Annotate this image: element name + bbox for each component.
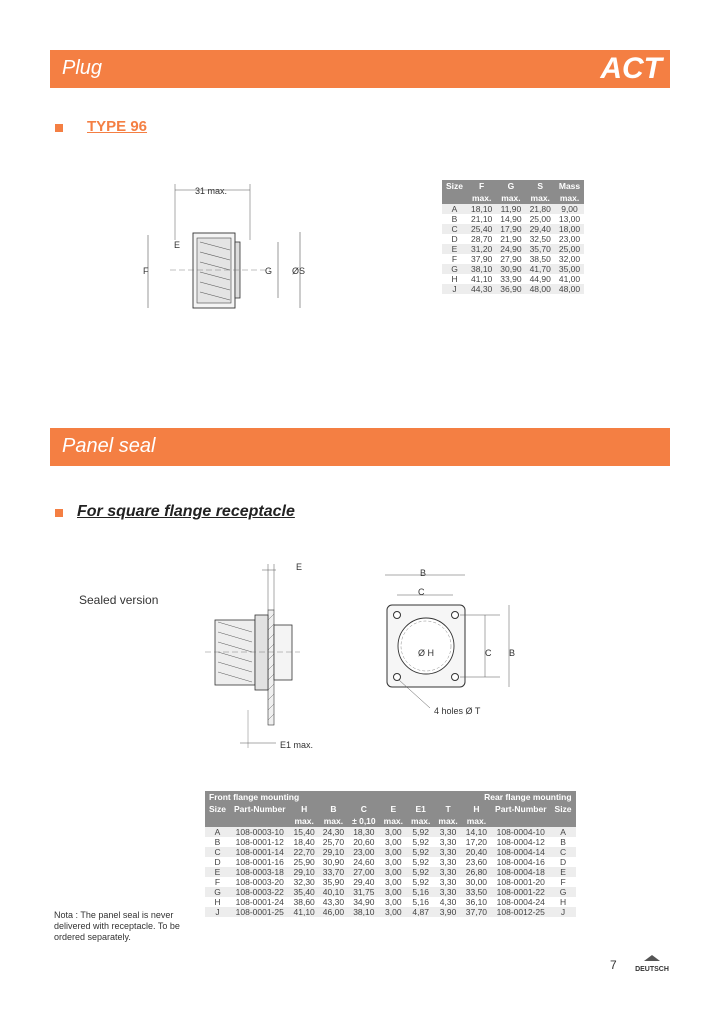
table-row xyxy=(205,907,576,917)
table-cell: 5,92 xyxy=(412,857,429,867)
table-cell: 37,90 xyxy=(471,254,493,264)
table-cell: 108-0003-18 xyxy=(230,867,289,877)
table-row xyxy=(442,214,584,224)
table-cell: 108-0001-14 xyxy=(230,847,289,857)
table-cell: 108-0003-22 xyxy=(230,887,289,897)
dim-s: ØS xyxy=(292,266,306,276)
table-cell: 14,10 xyxy=(462,827,491,837)
table-cell: 33,70 xyxy=(319,867,348,877)
sealed-version-label: Sealed version xyxy=(79,593,159,607)
table-cell: 29,40 xyxy=(353,877,375,887)
table-cell: 9,00 xyxy=(555,204,584,214)
table-cell: 33,90 xyxy=(500,274,522,284)
table-row xyxy=(205,877,576,887)
table-cell: 17,90 xyxy=(496,224,525,234)
page-number: 7 xyxy=(610,958,617,972)
table-cell: B xyxy=(451,214,458,224)
table-cell: 3,00 xyxy=(380,867,407,877)
table-cell: 11,90 xyxy=(496,204,525,214)
table-cell: 48,00 xyxy=(555,284,584,294)
table-cell: 46,00 xyxy=(319,907,348,917)
table-cell: 43,30 xyxy=(322,897,345,907)
col-subheader xyxy=(205,815,230,827)
col-subheader: max. xyxy=(434,815,461,827)
table-row xyxy=(442,234,584,244)
nota-text: Nota : The panel seal is never delivered with receptacle. To be ordered separately. xyxy=(54,910,180,942)
table-cell: 24,90 xyxy=(496,244,525,254)
table-cell: 3,30 xyxy=(434,887,461,897)
panel-seal-title: Panel seal xyxy=(62,435,156,457)
table-row xyxy=(442,274,584,284)
table-cell: 5,16 xyxy=(407,887,434,897)
col-header: Size xyxy=(205,803,230,815)
table-cell: 25,00 xyxy=(529,214,551,224)
table-cell: 3,30 xyxy=(439,837,457,847)
table-row xyxy=(442,264,584,274)
table-row xyxy=(205,887,576,897)
table-cell: 44,90 xyxy=(529,274,551,284)
table-cell: E xyxy=(442,244,467,254)
col-header: B xyxy=(319,803,348,815)
table-cell: 108-0004-12 xyxy=(496,837,545,847)
table-cell: 20,60 xyxy=(353,837,375,847)
col-subheader: max. xyxy=(462,815,491,827)
col-subheader: max. xyxy=(290,815,319,827)
table-cell: 5,92 xyxy=(407,827,434,837)
table-cell: H xyxy=(451,274,458,284)
table-cell: 38,10 xyxy=(348,907,380,917)
table-cell: 23,00 xyxy=(348,847,380,857)
bullet-square-icon xyxy=(55,124,63,132)
col-g: G xyxy=(496,180,525,192)
type96-heading: TYPE 96 xyxy=(87,118,148,135)
table-cell: B xyxy=(214,837,221,847)
col-header: H xyxy=(462,803,491,815)
col-subheader: max. xyxy=(407,815,434,827)
table-cell: 3,30 xyxy=(439,857,457,867)
table-cell: J xyxy=(442,284,467,294)
table-cell: 38,50 xyxy=(529,254,551,264)
table-cell: 37,70 xyxy=(462,907,491,917)
table-cell: 21,90 xyxy=(500,234,522,244)
table-cell: 108-0004-10 xyxy=(491,827,550,837)
dim-f: F xyxy=(143,266,149,276)
table-cell: 32,50 xyxy=(529,234,551,244)
panel-front-drawing xyxy=(375,565,525,715)
table-cell: 35,90 xyxy=(322,877,345,887)
table-cell: 3,30 xyxy=(434,847,461,857)
table-cell: 41,10 xyxy=(471,274,493,284)
col-header: Size xyxy=(551,803,576,815)
table-cell: 35,40 xyxy=(290,887,319,897)
table-cell: 3,00 xyxy=(385,897,402,907)
dim-e: E xyxy=(296,562,303,572)
panel-seal-table xyxy=(205,791,576,917)
col-header: E1 xyxy=(407,803,434,815)
table-cell: F xyxy=(560,877,566,887)
table-cell: 35,70 xyxy=(526,244,555,254)
table-row xyxy=(442,244,584,254)
table-cell: H xyxy=(214,897,221,907)
table-cell: 21,80 xyxy=(526,204,555,214)
table-cell: 31,20 xyxy=(467,244,496,254)
table-cell: A xyxy=(551,827,576,837)
dim-holes: 4 holes Ø T xyxy=(434,706,481,716)
plug-title: Plug xyxy=(62,57,103,79)
table-cell: A xyxy=(442,204,467,214)
col-subheader: max. xyxy=(380,815,407,827)
col-header: Part-Number xyxy=(230,803,289,815)
table-cell: F xyxy=(214,877,221,887)
table-cell: 20,40 xyxy=(462,847,491,857)
table-cell: 30,00 xyxy=(465,877,488,887)
table-cell: 3,30 xyxy=(434,867,461,877)
dim-e: E xyxy=(174,240,181,250)
dim-oh: Ø H xyxy=(418,648,435,658)
plug-header-bar xyxy=(50,50,670,88)
bullet-square-icon xyxy=(55,509,63,517)
table-cell: 21,10 xyxy=(471,214,493,224)
col-header: T xyxy=(434,803,461,815)
table-row xyxy=(205,827,576,837)
type96-drawing xyxy=(130,180,330,320)
table-cell: 36,10 xyxy=(465,897,488,907)
table-row xyxy=(205,837,576,847)
table-cell: 108-0004-16 xyxy=(496,857,545,867)
table-cell: 29,40 xyxy=(526,224,555,234)
table-cell: 14,90 xyxy=(500,214,522,224)
table-cell: 27,00 xyxy=(348,867,380,877)
table-cell: 108-0012-25 xyxy=(491,907,550,917)
col-subheader xyxy=(551,815,576,827)
dim-e1: E1 max. xyxy=(280,740,314,750)
table-cell: 48,00 xyxy=(526,284,555,294)
table-cell: 108-0001-22 xyxy=(491,887,550,897)
table-cell: 17,20 xyxy=(465,837,488,847)
col-size-sub xyxy=(442,192,467,204)
col-header: C xyxy=(348,803,380,815)
table-cell: 40,10 xyxy=(319,887,348,897)
type96-table xyxy=(442,180,584,294)
table-row xyxy=(442,254,584,264)
group-rear: Rear flange mounting xyxy=(462,791,576,803)
dim-c-side: C xyxy=(485,648,492,658)
table-cell: 32,00 xyxy=(558,254,581,264)
table-cell: 41,10 xyxy=(290,907,319,917)
table-row xyxy=(442,224,584,234)
table-cell: 29,10 xyxy=(319,847,348,857)
col-g-sub: max. xyxy=(496,192,525,204)
table-cell: B xyxy=(560,837,566,847)
col-subheader: max. xyxy=(319,815,348,827)
table-cell: 18,10 xyxy=(467,204,496,214)
table-cell: 5,92 xyxy=(407,847,434,857)
table-cell: 22,70 xyxy=(290,847,319,857)
table-cell: 3,30 xyxy=(439,877,457,887)
table-cell: 108-0001-20 xyxy=(496,877,545,887)
table-cell: 5,92 xyxy=(407,867,434,877)
table-cell: E xyxy=(205,867,230,877)
table-cell: 25,70 xyxy=(322,837,345,847)
table-cell: 108-0001-16 xyxy=(235,857,284,867)
table-cell: 108-0004-24 xyxy=(496,897,545,907)
logo-text: DEUTSCH xyxy=(635,966,669,973)
table-cell: 108-0001-24 xyxy=(235,897,284,907)
table-cell: 24,30 xyxy=(319,827,348,837)
dim-b-side: B xyxy=(509,648,516,658)
deutsch-logo xyxy=(630,953,674,984)
table-cell: J xyxy=(551,907,576,917)
col-mass-sub: max. xyxy=(555,192,584,204)
col-f: F xyxy=(467,180,496,192)
table-cell: 13,00 xyxy=(558,214,581,224)
panel-seal-header-bar xyxy=(50,428,670,466)
table-cell: C xyxy=(442,224,467,234)
table-cell: 35,00 xyxy=(555,264,584,274)
table-cell: 29,10 xyxy=(290,867,319,877)
table-cell: 3,00 xyxy=(385,857,402,867)
table-cell: 5,92 xyxy=(412,837,429,847)
table-cell: 3,90 xyxy=(434,907,461,917)
table-cell: 5,16 xyxy=(412,897,429,907)
table-cell: 108-0001-12 xyxy=(235,837,284,847)
table-cell: 30,90 xyxy=(496,264,525,274)
table-cell: 18,40 xyxy=(293,837,315,847)
table-cell: D xyxy=(451,234,458,244)
table-cell: 15,40 xyxy=(290,827,319,837)
table-cell: E xyxy=(551,867,576,877)
table-cell: 25,90 xyxy=(293,857,315,867)
table-cell: 27,90 xyxy=(500,254,522,264)
dim-g: G xyxy=(265,266,273,276)
col-header: E xyxy=(380,803,407,815)
table-cell: 4,87 xyxy=(407,907,434,917)
table-cell: G xyxy=(551,887,576,897)
col-size: Size xyxy=(442,180,467,192)
table-cell: 18,30 xyxy=(348,827,380,837)
table-cell: 3,00 xyxy=(380,847,407,857)
panel-side-drawing xyxy=(200,560,330,755)
col-s-sub: max. xyxy=(526,192,555,204)
table-cell: 23,00 xyxy=(558,234,581,244)
table-cell: 23,60 xyxy=(465,857,488,867)
dim-31max: 31 max. xyxy=(195,186,228,196)
col-mass: Mass xyxy=(555,180,584,192)
table-cell: 18,00 xyxy=(555,224,584,234)
table-cell: 3,00 xyxy=(380,887,407,897)
table-cell: 38,60 xyxy=(293,897,315,907)
table-cell: F xyxy=(451,254,458,264)
table-cell: 108-0004-18 xyxy=(491,867,550,877)
table-cell: D xyxy=(559,857,567,867)
table-cell: 4,30 xyxy=(439,897,457,907)
table-cell: 36,90 xyxy=(496,284,525,294)
table-cell: G xyxy=(205,887,230,897)
table-cell: 108-0001-25 xyxy=(230,907,289,917)
dim-c-top: C xyxy=(418,587,425,597)
table-cell: 24,60 xyxy=(353,857,375,867)
col-subheader: ± 0,10 xyxy=(348,815,380,827)
col-subheader xyxy=(230,815,289,827)
table-cell: J xyxy=(205,907,230,917)
group-front: Front flange mounting xyxy=(205,791,380,803)
table-cell: 41,00 xyxy=(558,274,581,284)
table-cell: H xyxy=(559,897,567,907)
table-cell: 28,70 xyxy=(471,234,493,244)
col-s: S xyxy=(526,180,555,192)
col-subheader xyxy=(491,815,550,827)
col-f-sub: max. xyxy=(467,192,496,204)
table-cell: 108-0004-14 xyxy=(491,847,550,857)
table-row xyxy=(442,204,584,214)
col-header: H xyxy=(290,803,319,815)
table-cell: G xyxy=(442,264,467,274)
col-header: Part-Number xyxy=(491,803,550,815)
table-cell: 33,50 xyxy=(462,887,491,897)
table-cell: 30,90 xyxy=(322,857,345,867)
dim-b-top: B xyxy=(420,568,427,578)
table-row xyxy=(205,897,576,907)
table-cell: 25,00 xyxy=(555,244,584,254)
table-cell: 5,92 xyxy=(412,877,429,887)
table-cell: 31,75 xyxy=(348,887,380,897)
table-cell: 32,30 xyxy=(293,877,315,887)
table-cell: 34,90 xyxy=(353,897,375,907)
table-row xyxy=(442,284,584,294)
table-cell: 108-0003-20 xyxy=(235,877,284,887)
brand-logo: ACT xyxy=(600,52,662,85)
table-cell: C xyxy=(551,847,576,857)
table-cell: 3,30 xyxy=(434,827,461,837)
table-cell: 44,30 xyxy=(467,284,496,294)
table-row xyxy=(205,867,576,877)
table-cell: 41,70 xyxy=(526,264,555,274)
table-cell: A xyxy=(205,827,230,837)
table-cell: 25,40 xyxy=(467,224,496,234)
table-row xyxy=(205,847,576,857)
panel-heading: For square flange receptacle xyxy=(77,503,295,520)
table-row xyxy=(205,857,576,867)
table-cell: 3,00 xyxy=(385,877,402,887)
table-cell: 108-0003-10 xyxy=(230,827,289,837)
table-cell: 38,10 xyxy=(467,264,496,274)
table-cell: 3,00 xyxy=(380,907,407,917)
table-cell: D xyxy=(214,857,221,867)
table-cell: 3,00 xyxy=(380,827,407,837)
table-cell: 26,80 xyxy=(462,867,491,877)
table-cell: 3,00 xyxy=(385,837,402,847)
table-cell: C xyxy=(205,847,230,857)
